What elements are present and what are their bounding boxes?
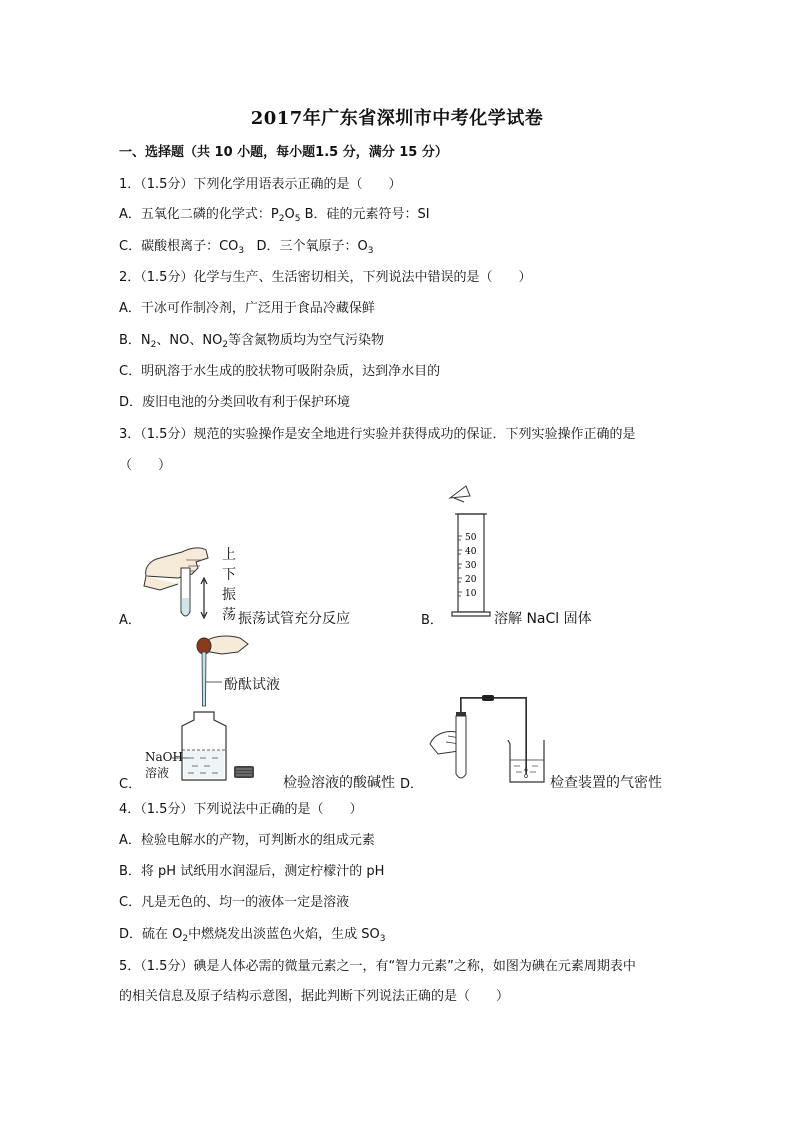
shake-direction-label: 上 下 振 荡	[222, 547, 236, 623]
q2-option-a: A．干冰可作制冷剂，广泛用于食品冷藏保鲜	[119, 301, 375, 316]
naoh-solution-label: NaOH 溶液	[145, 750, 183, 780]
section-heading: 一、选择题（共 10 小题，每小题1.5 分，满分 15 分）	[119, 145, 448, 160]
scale-label-20: 20	[465, 575, 477, 585]
scale-label-40: 40	[465, 547, 477, 557]
q3-option-a-caption: 振荡试管充分反应	[238, 611, 350, 627]
q4-option-d: D．硫在 $O_2$中燃烧发出淡蓝色火焰，生成 $SO_3$	[119, 927, 386, 944]
q3-option-a-letter: A．	[119, 613, 141, 628]
q2-option-b: B．$N_2$、NO、$NO_2$等含氮物质均为空气污染物	[119, 333, 385, 350]
q2-stem: 2．（1.5分）化学与生产、生活密切相关，下列说法中错误的是（ ）	[119, 270, 532, 285]
q1-options-ab	[119, 206, 430, 228]
q4-option-c: C．凡是无色的、均一的液体一定是溶液	[119, 895, 350, 910]
q1-option-a: A．五氧化二磷的化学式：$P_2O_5$	[119, 207, 301, 224]
phenolphthalein-label: 酚酞试液	[224, 677, 280, 693]
page-title: 2017年广东省深圳市中考化学试卷	[250, 108, 544, 129]
q2-option-d: D．废旧电池的分类回收有利于保护环境	[119, 395, 351, 410]
scale-label-50: 50	[465, 533, 477, 543]
q3-option-c-letter: C．	[119, 777, 142, 792]
airtightness-apparatus-figure	[424, 690, 554, 790]
cylinder-scale-labels	[463, 530, 483, 600]
q1-option-c: C．碳酸根离子：$CO_3$	[119, 239, 245, 256]
q3-option-d-letter: D．	[400, 777, 424, 792]
q4-option-b: B．将 pH 试纸用水润湿后，测定柠檬汁的 pH	[119, 864, 385, 879]
q1-options-cd	[119, 238, 374, 260]
q5-stem: 5．（1.5分）碘是人体必需的微量元素之一，有“智力元素”之称，如图为碘在元素周期表中	[119, 959, 636, 974]
q4-option-a: A．检验电解水的产物，可判断水的组成元素	[119, 833, 375, 848]
q3-option-b-caption: 溶解 NaCl 固体	[494, 611, 592, 627]
q3-stem: 3．（1.5分）规范的实验操作是安全地进行实验并获得成功的保证．下列实验操作正确的是	[119, 427, 636, 442]
q1-option-d: D．三个氧原子：$O_3$	[256, 239, 374, 256]
q5-stem-cont: 的相关信息及原子结构示意图，据此判断下列说法正确的是（ ）	[119, 989, 510, 1004]
q1-option-b: B．硅的元素符号：SI	[304, 207, 430, 222]
q4-stem: 4．（1.5分）下列说法中正确的是（ ）	[119, 802, 363, 817]
q3-option-d-caption: 检查装置的气密性	[550, 775, 662, 791]
q3-option-b-letter: B．	[421, 613, 443, 628]
scale-label-10: 10	[465, 589, 477, 599]
q1-stem: 1．（1.5分）下列化学用语表示正确的是（ ）	[119, 177, 402, 192]
q3-option-c-caption: 检验溶液的酸碱性	[283, 775, 395, 791]
scale-label-30: 30	[465, 561, 477, 571]
q3-stem-cont: （ ）	[119, 458, 172, 473]
q2-option-c: C．明矾溶于水生成的胶状物可吸附杂质，达到净水目的	[119, 364, 441, 379]
